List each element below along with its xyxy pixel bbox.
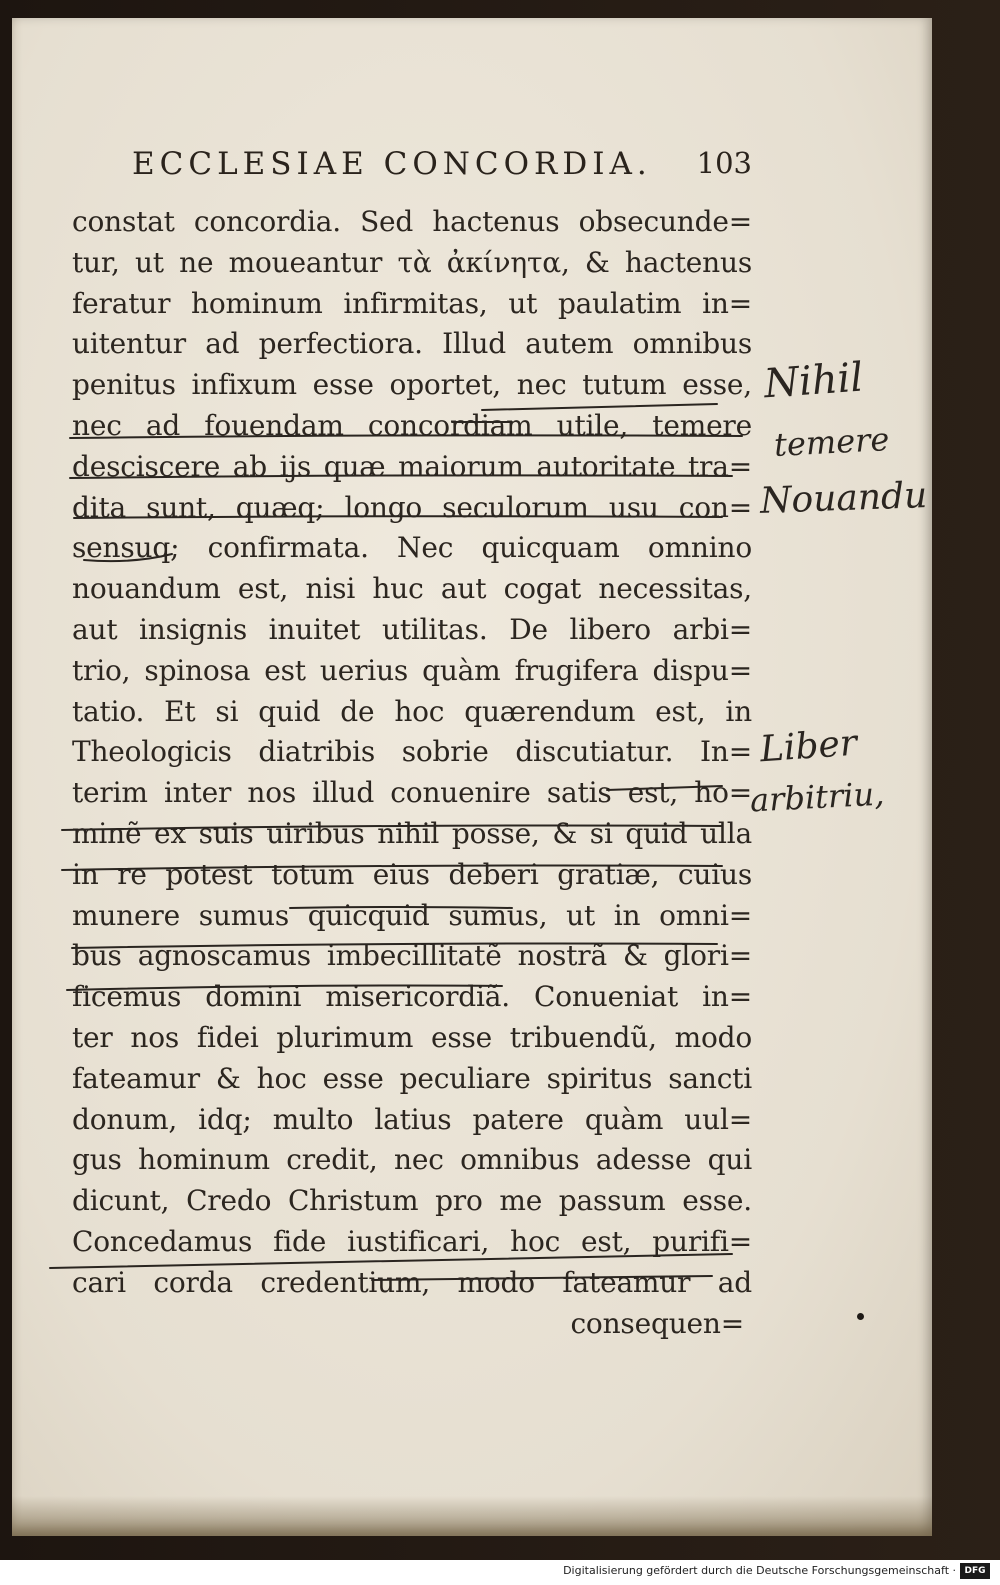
text-block: [72, 202, 752, 1344]
text-line: cari corda credentium, modo fateamur ad: [72, 1265, 752, 1299]
text-line: tur, ut ne moueantur τὰ ἀκίνητα, & hactenus: [72, 245, 752, 279]
text-line: gus hominum credit, nec omnibus adesse qui: [72, 1143, 752, 1177]
text-line: terim inter nos illud conuenire satis est, ho=: [72, 776, 752, 810]
text-line: tatio. Et si quid de hoc quærendum est, in: [72, 694, 752, 728]
text-line: trio, spinosa est uerius quàm frugifera dispu=: [72, 653, 752, 687]
text-line: ter nos fidei plurimum esse tribuendũ, modo: [72, 1020, 752, 1054]
ink-speck: [857, 1313, 864, 1320]
marginal-note: Nouandu: [759, 475, 928, 522]
text-line: munere sumus quicquid sumus, ut in omni=: [72, 898, 752, 932]
text-line: donum, idq; multo latius patere quàm uul=: [72, 1102, 752, 1136]
text-line: in re potest totum eius deberi gratiæ, cuius: [72, 857, 752, 891]
funding-credit: Digitalisierung gefördert durch die Deutsche Forschungsgemeinschaft ·: [563, 1564, 956, 1577]
marginal-note: Liber: [758, 722, 859, 771]
text-line: aut insignis inuitet utilitas. De libero arbi=: [72, 612, 752, 646]
marginal-note: arbitriu,: [749, 774, 886, 820]
text-line: desciscere ab ijs quæ maiorum autoritate tra=: [72, 449, 752, 483]
catchword: consequen=: [570, 1306, 744, 1340]
folio-number: 103: [696, 146, 752, 180]
text-line: dita sunt, quæq; longo seculorum usu con=: [72, 490, 752, 524]
text-line: minẽ ex suis uiribus nihil posse, & si quid ulla: [72, 816, 752, 850]
text-line: Theologicis diatribis sobrie discutiatur. In=: [72, 735, 752, 769]
text-line: penitus infixum esse oportet, nec tutum esse,: [72, 368, 752, 402]
text-line: nouandum est, nisi huc aut cogat necessitas,: [72, 572, 752, 606]
text-line: bus agnoscamus imbecillitatẽ nostrã & glori=: [72, 939, 752, 973]
text-line: sensuq; confirmata. Nec quicquam omnino: [72, 531, 752, 565]
book-page: [12, 18, 932, 1536]
running-title: ECCLESIAE CONCORDIA.: [132, 146, 652, 182]
text-line: uitentur ad perfectiora. Illud autem omnibus: [72, 327, 752, 361]
text-line: constat concordia. Sed hactenus obsecunde=: [72, 205, 752, 238]
marginal-note: Nihil: [762, 354, 865, 408]
text-line: fateamur & hoc esse peculiare spiritus sancti: [72, 1061, 752, 1095]
text-line: nec ad fouendam concordiam utile, temere: [72, 408, 752, 442]
page-edge-shadow: [12, 1496, 932, 1536]
text-line: dicunt, Credo Christum pro me passum esse.: [72, 1184, 752, 1218]
running-head: [132, 146, 752, 190]
text-line: feratur hominum infirmitas, ut paulatim in=: [72, 286, 752, 320]
footer-bar: [0, 1560, 1000, 1585]
marginal-note: temere: [773, 420, 891, 464]
text-line: Concedamus fide iustificari, hoc est, purifi=: [72, 1224, 752, 1258]
text-line: ficemus domini misericordiã. Conueniat in=: [72, 980, 752, 1014]
dfg-logo: DFG: [960, 1563, 990, 1579]
